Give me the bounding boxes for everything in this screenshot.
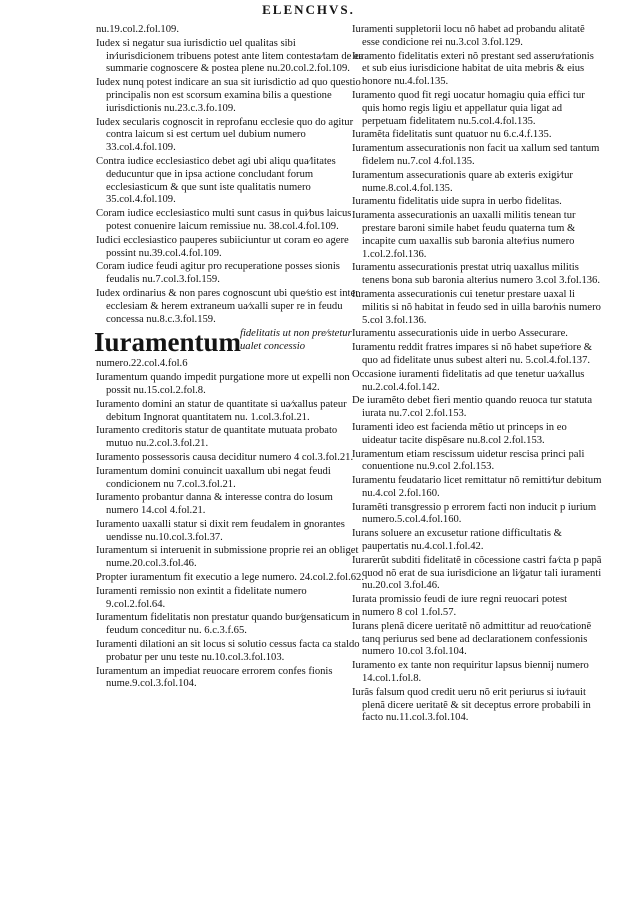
index-entry: Iurans soluere an excusetur ratione difficultatis & paupertatis nu.4.col.1.fol.42. bbox=[352, 528, 562, 553]
index-entry: Iuramentu fidelitatis uide supra in uerbo fidelitas. bbox=[352, 196, 562, 208]
index-entry: Iuramento fidelitatis exteri nõ prestant sed asseru⁄rationis et sub eius iurisdicione habitat de uita mebris & eius honore nu.4.fol.135. bbox=[352, 50, 594, 88]
index-entry: Iuramẽta fidelitatis sunt quatuor nu 6.c.4.f.135. bbox=[352, 129, 552, 141]
index-entry: Propter iuramentum fit executio a lege numero. 24.col.2.fol.62. bbox=[96, 572, 365, 584]
index-entry: Iurata promissio feudi de iure regni reuocari potest numero 8 col 1.fol.57. bbox=[352, 594, 568, 619]
index-entry: Iuramento possessoris causa deciditur numero 4 col.3.fol.21. bbox=[96, 451, 354, 463]
index-entry: Iuramenta assecurationis cui tenetur prestare uaxal li militis si nõ habitat in feudo sed in uilla baro⁄nis numero 5.col 3.fol.136. bbox=[352, 288, 601, 326]
left-column bbox=[96, 24, 364, 692]
index-entry: Iuramentu reddit fratres impares si nõ habet supe⁄riore & quo ad fidelitate unus subest alteri nu. 5.col.4.fol.137. bbox=[352, 342, 593, 366]
right-entries bbox=[352, 24, 602, 725]
index-entry: Iuramento ex tante non requiritur lapsus biennij numero 14.col.1.fol.8. bbox=[352, 660, 589, 685]
index-entry: Iurãs falsum quod credit ueru nõ erit periurus si iu⁄rauit plenã dicere ueritatẽ & sit deceptus errore probabili in facto nu.11.col.3.fol.104. bbox=[352, 686, 591, 724]
index-entry: Iuramentum quando impedit purgatione more ut expelli non possit nu.15.col.2.fol.8. bbox=[96, 372, 350, 396]
index-entry: Iuramenta assecurationis an uaxalli militis tenean tur prestare baroni simile habet feudu quaterna tum & incapite cum uaxallis sub baronia alte⁄rius numero 1.col.2.fol.136. bbox=[352, 210, 576, 260]
index-entry: Iuramentum domini conuincit uaxallum ubi negat feudi condicionem nu 7.col.3.fol.21. bbox=[96, 465, 331, 490]
index-entry: Iuramentum assecurationis quare ab exteris exigi⁄tur nume.8.col.4.fol.135. bbox=[352, 169, 573, 194]
index-entry: Iurans plenã dicere ueritatẽ nõ admittitur ad reuo⁄cationẽ tanq periurus sed bene ad declarationem confessionis numero 10.col 3.fol.104. bbox=[352, 620, 592, 658]
index-entry: Iurarerũt subditi fidelitatẽ in cõcessione castri fa⁄cta p papã quod nõ erat de sua iurisdicione an li⁄gatur tali iuramenti nu.20.col 3.fol.46. bbox=[352, 554, 602, 592]
right-column bbox=[352, 24, 602, 726]
index-entry: Iuramento creditoris statur de quantitate mutuata probato mutuo nu.2.col.3.fol.21. bbox=[96, 425, 338, 450]
index-entry: Iudex ordinarius & non pares cognoscunt ubi que⁄stio est inter ecclesiam & herem extraneum ua⁄xalli super re in feudu concessa nu.8.c.3.fol.159. bbox=[96, 287, 359, 325]
index-entry: Iuramentu assecurationis uide in uerbo Assecurare. bbox=[352, 328, 568, 340]
left-entries bbox=[96, 24, 364, 326]
index-entry: Iudex secularis cognoscit in reprofanu ecclesie quo do agitur contra laicum si est certum uel dubium numero 33.col.4.fol.109. bbox=[96, 116, 354, 154]
section-heading: Iuramentum bbox=[94, 327, 241, 358]
index-entry: Contra iudice ecclesiastico debet agi ubi aliqu qua⁄litates deducuntur que in ipsa actione concludant forum ecclesiasticum & que sunt iste qualitatis numero 35.col.4.fol.109. bbox=[96, 155, 336, 206]
index-entry: Iuramenti suppletorii locu nõ habet ad probandu alitatẽ esse condicione rei nu.3.col 3.fol.129. bbox=[352, 24, 585, 48]
left-entries-continued bbox=[96, 358, 364, 691]
index-entry: Iuramento uaxalli statur si dixit rem feudalem in gnorantes uendisse nu.10.col.3.fol.37. bbox=[96, 518, 345, 543]
index-entry: Iuramentu assecurationis prestat utriq uaxallus militis tenens bona sub baronia alterius numero 3.col 3.fol.136. bbox=[352, 262, 601, 287]
index-entry: Iuramento probantur danna & interesse contra do losum numero 14.col 4.fol.21. bbox=[96, 492, 333, 517]
index-entry: numero.22.col.4.fol.6 bbox=[96, 358, 188, 370]
index-entry: Iudici ecclesiastico pauperes subiiciuntur ut coram eo agere possint nu.39.col.4.fol.109. bbox=[96, 234, 349, 259]
index-entry: Iuramenti dilationi an sit locus si solutio cessus facta ca staldo probatur per unu teste nu.10.col.3.fol.103. bbox=[96, 639, 360, 663]
index-entry: Iuramentum etiam rescissum uidetur rescisa princi pali conuentione nu.9.col 2.fol.153. bbox=[352, 448, 585, 473]
heading-block bbox=[96, 328, 364, 356]
index-entry: Iuramenti ideo est facienda mẽtio ut princeps in eo uideatur tacite dispẽsare nu.8.col 2.fol.153. bbox=[352, 421, 567, 446]
index-entry: Iuramento domini an statur de quantitate si ua⁄xallus pateur debitum Ingnorat quantitatem nu. 1.col.3.fol.21. bbox=[96, 398, 347, 423]
index-entry: Iudex si negatur sua iurisdictio uel qualitas sibi in⁄iurisdicionem tribuens potest ante litem contesta⁄tam de ea summarie cognoscere & postea plene nu.20.col.2.fol.109. bbox=[96, 37, 364, 75]
index-entry: Occasione iuramenti fidelitatis ad que tenetur ua⁄xallus nu.2.col.4.fol.142. bbox=[352, 368, 585, 393]
index-entry: Coram iudice ecclesiastico multi sunt casus in qui⁄bus laicus potest conuenire laicum remissiue nu. 38.col.4.fol.109. bbox=[96, 208, 352, 232]
heading-note: fidelitatis ut non pre⁄stetur ualet concessio bbox=[240, 328, 352, 353]
index-entry: nu.19.col.2.fol.109. bbox=[96, 24, 179, 35]
page-header: ELENCHVS. bbox=[262, 2, 355, 17]
index-entry: Iuramento quod fit regi uocatur homagiu quia effici tur quis homo regis ligiu et appellatur quia ligat ad perpetuam fidelitatem nu.5.col.4.fol.135. bbox=[352, 89, 585, 127]
index-entry: De iuramẽto debet fieri mentio quando reuoca tur statuta iurata nu.7.col 2.fol.153. bbox=[352, 395, 593, 420]
index-entry: Iuramentu feudatario licet remittatur nõ remitti⁄tur debitum nu.4.col 2.fol.160. bbox=[352, 475, 602, 499]
index-entry: Iuramẽti transgressio p errorem facti non inducit p iurium numero.5.col.4.fol.160. bbox=[352, 501, 597, 526]
index-entry: Iuramenti remissio non exintit a fidelitate numero 9.col.2.fol.64. bbox=[96, 585, 307, 610]
index-entry: Coram iudice feudi agitur pro recuperatione posses sionis feudalis nu.7.col.3.fol.159. bbox=[96, 261, 340, 286]
index-entry: Iuramentum assecurationis non facit ua xallum sed tantum fidelem nu.7.col 4.fol.135. bbox=[352, 143, 600, 167]
index-entry: Iuramentum an impediat reuocare errorem confes fionis nume.9.col.3.fol.104. bbox=[96, 665, 333, 690]
index-entry: Iuramentum fidelitatis non prestatur quando bur⁄gensaticum in feudum conceditur nu. 6.c.3.f.65. bbox=[96, 612, 361, 637]
index-entry: Iudex nunq potest indicare an sua sit iurisdictio ad quo questio principalis non est scorsum examina bilis a questione iurisdictionis nu.23.c.3.fo.109. bbox=[96, 77, 361, 114]
index-entry: Iuramentum si interuenit in submissione proprie rei an obliget nume.20.col.3.fol.46. bbox=[96, 545, 359, 570]
